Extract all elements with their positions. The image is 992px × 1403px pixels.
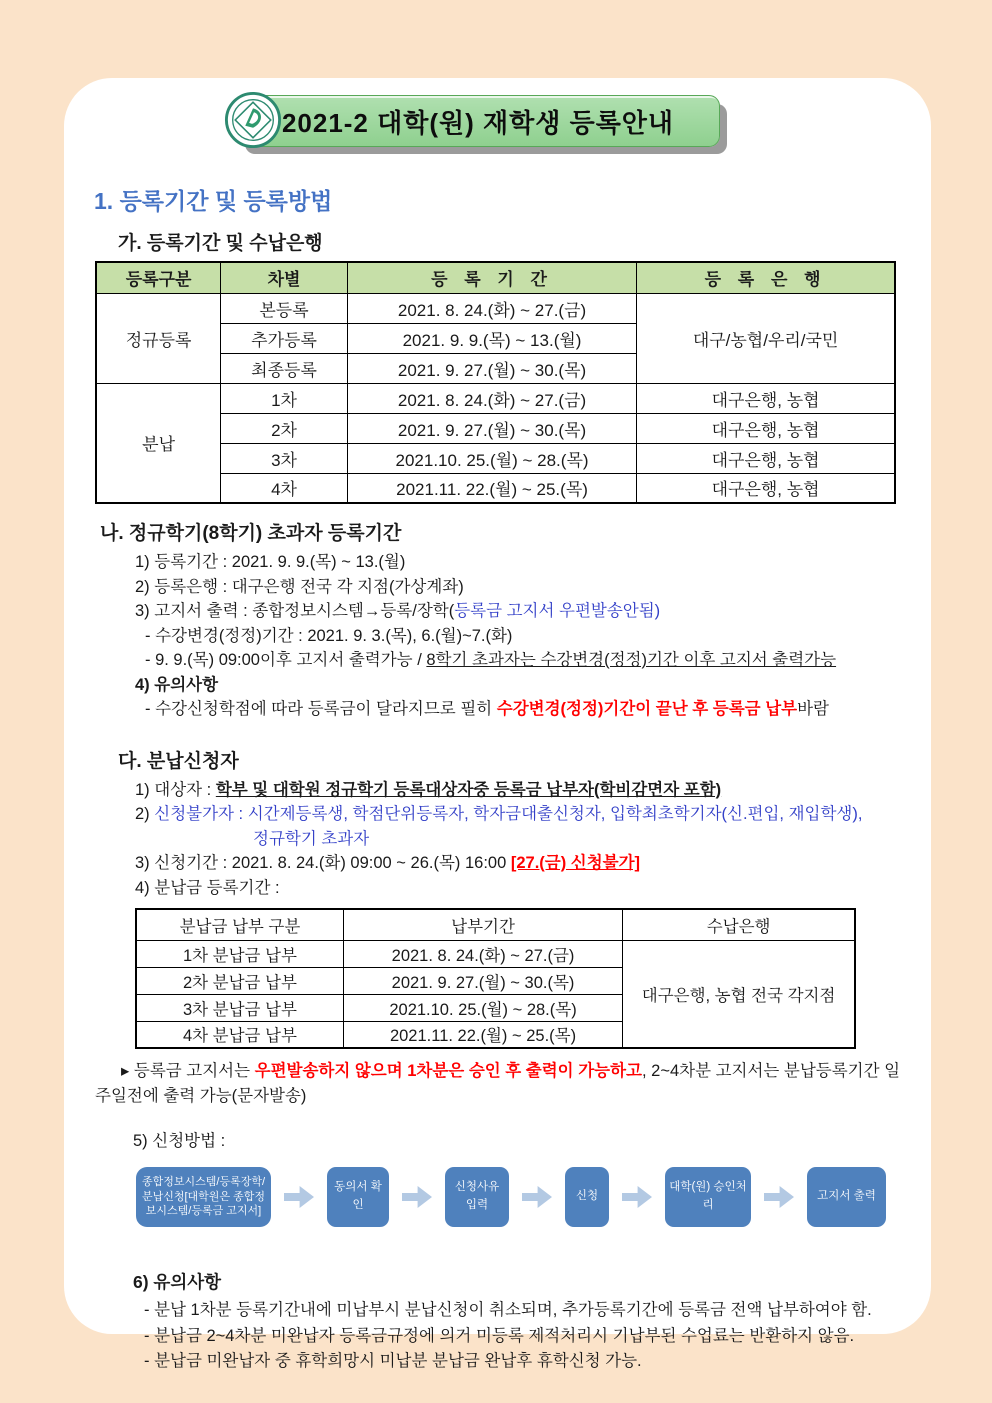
flow-step: 대학(원) 승인처리	[665, 1167, 751, 1227]
text-segment: 1) 대상자 :	[135, 780, 216, 799]
list-item	[135, 802, 931, 827]
period-cell: 2021. 9. 27.(월) ~ 30.(목)	[347, 413, 636, 443]
list-item	[135, 851, 931, 876]
period-cell: 2021.11. 22.(월) ~ 25.(목)	[343, 1021, 622, 1048]
round-cell: 추가등록	[221, 323, 348, 353]
list-item: - 분납금 2~4차분 미완납자 등록금규정에 의거 미등록 제적처리시 기납부된 수업료는 반환하지 않음.	[144, 1326, 855, 1345]
bullet-arrow-icon: ▸	[121, 1062, 134, 1080]
flow-arrow-icon	[622, 1186, 652, 1208]
caution-heading: 6) 유의사항	[133, 1272, 222, 1292]
table-row	[96, 383, 895, 413]
flow-step: 신청사유 입력	[445, 1167, 509, 1227]
bank-cell: 대구은행, 농협 전국 각지점	[623, 940, 855, 1048]
text-segment-red: 우편발송하지 않으며 1차분은 승인 후 출력이 가능하고	[254, 1062, 642, 1080]
text-segment: - 수강신청학점에 따라 등록금이 달라지므로 필히	[145, 700, 497, 718]
period-cell: 2021. 8. 24.(화) ~ 27.(금)	[343, 940, 622, 967]
list-item	[135, 778, 931, 803]
table-row	[96, 293, 895, 323]
col-header: 분납금 납부 구분	[136, 909, 343, 940]
section-1-heading: 1. 등록기간 및 등록방법	[94, 188, 333, 214]
col-header: 등 록 은 행	[637, 262, 895, 293]
flow-arrow-icon	[284, 1186, 314, 1208]
list-item: 정규학기 초과자	[253, 829, 370, 848]
list-item: 4) 유의사항	[135, 675, 219, 694]
round-cell: 최종등록	[221, 353, 348, 383]
label-cell: 2차 분납금 납부	[136, 967, 343, 994]
list-item: 1) 등록기간 : 2021. 9. 9.(목) ~ 13.(월)	[135, 553, 406, 571]
list-item	[145, 648, 931, 673]
category-cell: 분납	[96, 383, 221, 503]
table-header-row	[136, 909, 855, 940]
col-header: 차별	[221, 262, 348, 293]
list-item: 4) 분납금 등록기간 :	[135, 878, 280, 897]
flow-arrow-icon	[402, 1186, 432, 1208]
list-item: - 분납금 미완납자 중 휴학희망시 미납분 분납금 완납후 휴학신청 가능.	[144, 1352, 642, 1370]
period-cell: 2021. 9. 27.(월) ~ 30.(목)	[343, 967, 622, 994]
text-segment: 2)	[135, 805, 155, 823]
col-header: 납부기간	[343, 909, 622, 940]
university-emblem-icon	[224, 91, 282, 149]
registration-period-table	[95, 261, 896, 504]
installment-payment-table	[135, 908, 856, 1049]
subsection-na-body	[135, 550, 931, 722]
period-cell: 2021.11. 22.(월) ~ 25.(목)	[347, 473, 636, 503]
col-header: 등 록 기 간	[347, 262, 636, 293]
bank-cell: 대구은행, 농협	[637, 383, 895, 413]
period-cell: 2021.10. 25.(월) ~ 28.(목)	[343, 994, 622, 1021]
document-panel	[64, 78, 931, 1370]
period-cell: 2021. 8. 24.(화) ~ 27.(금)	[347, 383, 636, 413]
notice-paragraph	[95, 1059, 905, 1109]
period-cell: 2021.10. 25.(월) ~ 28.(목)	[347, 443, 636, 473]
round-cell: 본등록	[221, 293, 348, 323]
text-segment-blue: 신청불가자 : 시간제등록생, 학점단위등록자, 학자금대출신청자, 입학최초학기자(신.편입, 재입학생),	[154, 805, 863, 823]
bank-cell: 대구/농협/우리/국민	[637, 293, 895, 383]
table-row	[136, 940, 855, 967]
flow-step: 종합정보시스템/등록장학/분납신청[대학원은 종합정보시스템/등록금 고지서]	[136, 1167, 271, 1227]
application-flowchart	[136, 1167, 931, 1227]
text-segment: - 9. 9.(목) 09:00이후 고지서 출력가능 /	[145, 651, 427, 669]
col-header: 등록구분	[96, 262, 221, 293]
bank-cell: 대구은행, 농협	[637, 443, 895, 473]
text-segment: 3) 신청기간 : 2021. 8. 24.(화) 09:00 ~ 26.(목) 16:00	[135, 854, 511, 872]
table-header-row	[96, 262, 895, 293]
bank-cell: 대구은행, 농협	[637, 473, 895, 503]
list-item	[135, 599, 931, 624]
round-cell: 4차	[221, 473, 348, 503]
subsection-da-heading: 다. 분납신청자	[118, 750, 239, 772]
label-cell: 3차 분납금 납부	[136, 994, 343, 1021]
text-segment: 등록금 고지서는	[133, 1062, 255, 1080]
period-cell: 2021. 9. 9.(목) ~ 13.(월)	[347, 323, 636, 353]
flow-arrow-icon	[764, 1186, 794, 1208]
page-title: 2021-2 대학(원) 재학생 등록안내	[281, 107, 675, 138]
text-segment-blue: 등록금 고지서 우편발송안됨)	[454, 602, 661, 620]
text-segment-red: 수강변경(정정)기간이 끝난 후 등록금 납부	[496, 700, 798, 718]
method-label: 5) 신청방법 :	[133, 1132, 226, 1150]
list-item: 2) 등록은행 : 대구은행 전국 각 지점(가상계좌)	[135, 577, 464, 596]
round-cell: 1차	[221, 383, 348, 413]
text-segment: 3) 고지서 출력 : 종합정보시스템→등록/장학(	[135, 602, 455, 620]
period-cell: 2021. 9. 27.(월) ~ 30.(목)	[347, 353, 636, 383]
flow-step: 고지서 출력	[807, 1167, 886, 1227]
label-cell: 4차 분납금 납부	[136, 1021, 343, 1048]
category-cell: 정규등록	[96, 293, 221, 383]
subsection-ga-heading: 가. 등록기간 및 수납은행	[118, 233, 323, 254]
list-item: - 분납 1차분 등록기간내에 미납부시 분납신청이 취소되며, 추가등록기간에 등록금 전액 납부하여야 함.	[144, 1301, 872, 1319]
bank-cell: 대구은행, 농협	[637, 413, 895, 443]
subsection-da-body	[135, 778, 931, 901]
text-segment: , 2~4차분 고지서는 분납등록기간 일주일전에 출력 가능(문자발송)	[95, 1062, 901, 1105]
round-cell: 2차	[221, 413, 348, 443]
flow-arrow-icon	[522, 1186, 552, 1208]
subsection-na-heading: 나. 정규학기(8학기) 초과자 등록기간	[100, 523, 402, 544]
caution-list	[144, 1298, 931, 1375]
label-cell: 1차 분납금 납부	[136, 940, 343, 967]
list-item	[145, 697, 931, 722]
text-segment-underline: 8학기 초과자는 수강변경(정정)기간 이후 고지서 출력가능	[426, 651, 837, 669]
title-bar	[236, 95, 720, 147]
col-header: 수납은행	[623, 909, 855, 940]
text-segment-bold-underline: 학부 및 대학원 정규학기 등록대상자중 등록금 납부자(학비감면자 포함)	[215, 780, 722, 799]
flow-step: 동의서 확인	[327, 1167, 389, 1227]
round-cell: 3차	[221, 443, 348, 473]
title-bar-wrap	[236, 95, 720, 147]
period-cell: 2021. 8. 24.(화) ~ 27.(금)	[347, 293, 636, 323]
flow-step: 신청	[565, 1167, 609, 1227]
text-segment: 바람	[797, 700, 829, 718]
text-segment-red-underline: [27.(금) 신청불가]	[510, 854, 641, 872]
list-item: - 수강변경(정정)기간 : 2021. 9. 3.(목), 6.(월)~7.(화)	[145, 626, 513, 645]
